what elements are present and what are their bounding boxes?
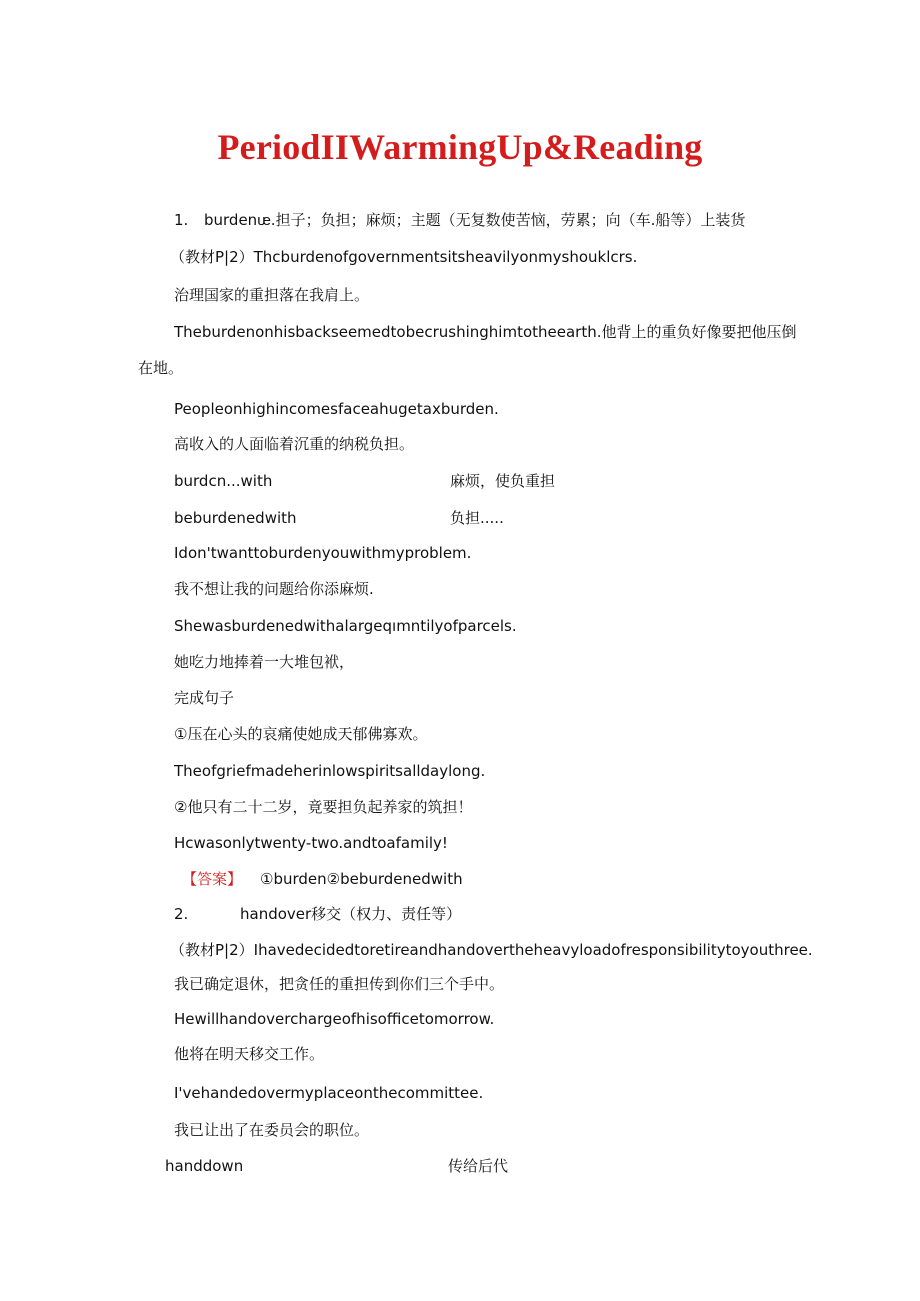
item-text: handover移交（权力、责任等） <box>240 905 462 923</box>
translation-line: 高收入的人面临着沉重的纳税负担。 <box>174 435 415 453</box>
textbook-example: （教材P|2）Thcburdenofgovernmentsitsheavilyonmyshouklcrs. <box>170 248 638 266</box>
exercise-heading: 完成句子 <box>174 689 235 707</box>
translation-line: 治理国家的重担落在我肩上。 <box>174 286 370 304</box>
item-number: 2. <box>174 905 189 923</box>
answer-label: 【答案】 <box>182 870 243 888</box>
page-title: PeriodIIWarmingUp&Reading <box>217 127 703 167</box>
example-sentence: Theburdenonhisbackseemedtobecrushinghimtotheearth.他背上的重负好像要把他压倒 <box>174 323 797 341</box>
textbook-example: （教材P|2）Ihavedecidedtoretireandhandovertheheavyloadofresponsibilitytoyouthree. <box>170 941 813 959</box>
item-text: burdenᵫ.担子；负担；麻烦；主题（无复数使苦恼，劳累；向（车.船等）上装货 <box>204 211 746 229</box>
answer-line <box>182 869 463 889</box>
exercise-blank-sentence: Theofgriefmadeherinlowspiritsalldaylong. <box>174 762 486 780</box>
translation-line: 我不想让我的问题给你添麻烦. <box>174 580 374 598</box>
exercise-blank-sentence: Hcwasonlytwenty-two.andtoafamily! <box>174 834 448 852</box>
phrase-meaning: 传给后代 <box>448 1157 509 1175</box>
answer-text: ①burden②beburdenedwith <box>260 870 463 888</box>
example-sentence: I'vehandedovermyplaceonthecommittee. <box>174 1084 484 1102</box>
example-sentence: Hewillhandoverchargeofhisofficetomorrow. <box>174 1010 495 1028</box>
example-sentence: Idon'twanttoburdenyouwithmyproblem. <box>174 544 472 562</box>
phrase-term: beburdenedwith <box>174 509 297 527</box>
phrase-meaning: 麻烦，使负重担 <box>450 472 556 490</box>
phrase-term: handdown <box>165 1157 244 1175</box>
item-number: 1. <box>174 211 189 229</box>
phrase-meaning: 负担..... <box>450 509 504 527</box>
translation-line: 她吃力地捧着一大堆包袱， <box>174 653 355 671</box>
exercise-prompt: ②他只有二十二岁，竟要担负起养家的筑担！ <box>174 798 473 816</box>
item-2-heading <box>174 904 461 924</box>
item-1-heading <box>174 210 745 230</box>
translation-line: 我已确定退休，把贪任的重担传到你们三个手中。 <box>174 975 505 993</box>
translation-line: 我已让出了在委员会的职位。 <box>174 1121 370 1139</box>
exercise-prompt: ①压在心头的哀痛使她成天郁佛寡欢。 <box>174 725 428 743</box>
phrase-term: burdcn...with <box>174 472 273 490</box>
example-sentence-continued: 在地。 <box>138 359 184 377</box>
example-sentence: Shewasburdenedwithalargeqımntilyofparcels. <box>174 617 517 635</box>
example-sentence: Peopleonhighincomesfaceahugetaxburden. <box>174 400 499 418</box>
translation-line: 他将在明天移交工作。 <box>174 1045 325 1063</box>
